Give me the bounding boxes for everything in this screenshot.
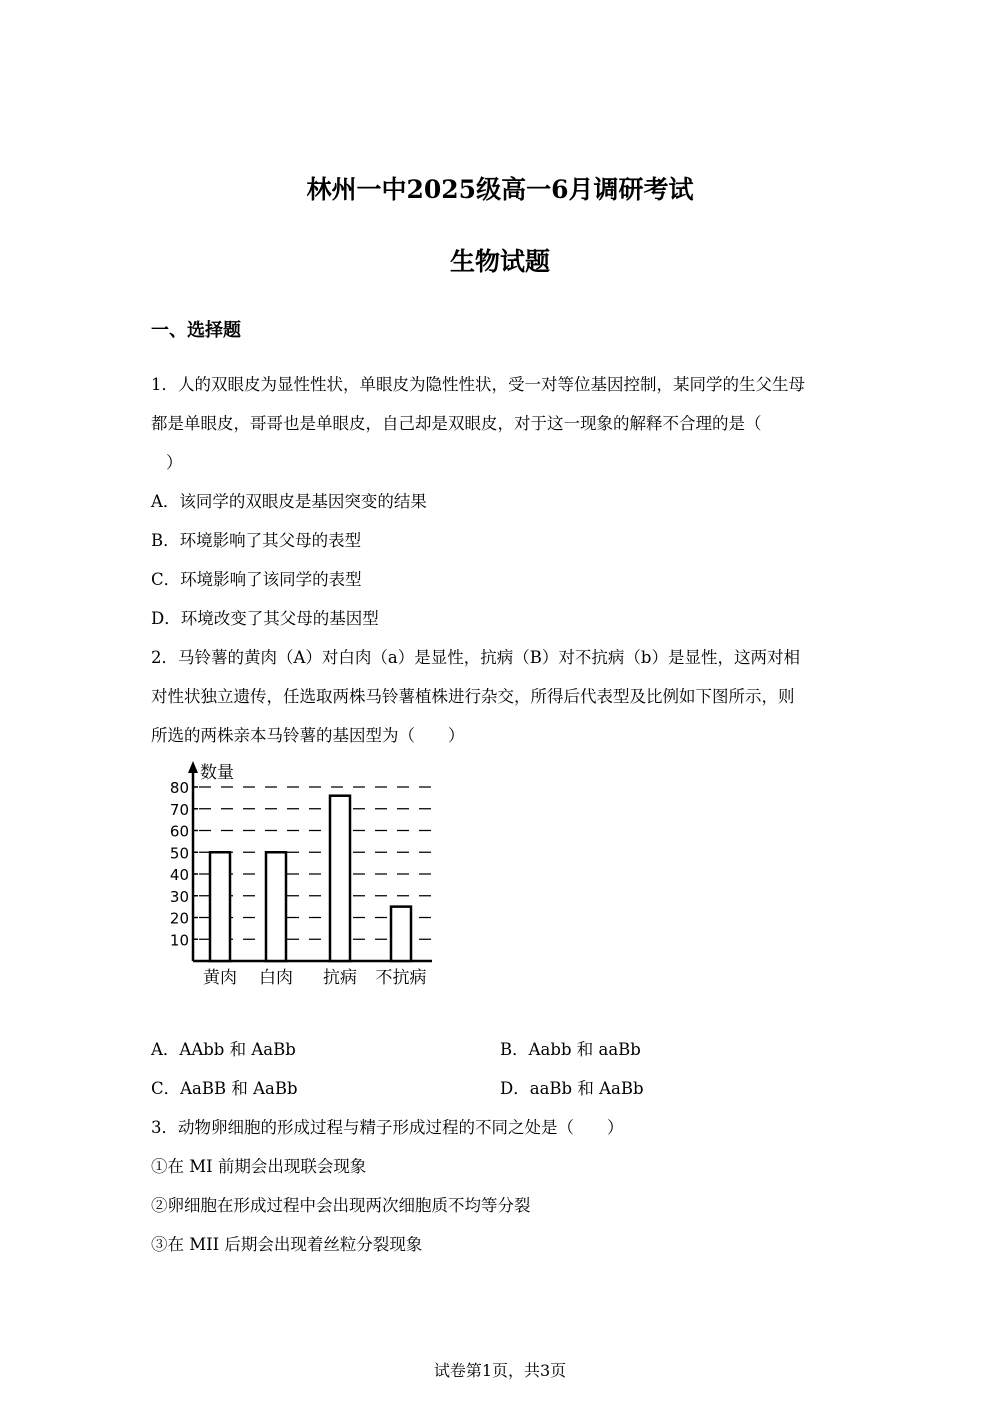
- bar: [391, 907, 411, 961]
- bar: [330, 796, 350, 961]
- q2-stem-line: 2．马铃薯的黄肉（A）对白肉（a）是显性，抗病（B）对不抗病（b）是显性，这两对相: [151, 648, 800, 667]
- y-axis-label: 数量: [200, 763, 234, 783]
- page-footer: 试卷第1页，共3页: [433, 1361, 567, 1380]
- q1-stem-line: ）: [166, 453, 183, 472]
- y-tick-label: 30: [169, 887, 189, 906]
- q2-option-c: C．AaBB 和 AaBb: [151, 1079, 298, 1098]
- x-category-label: 不抗病: [375, 968, 427, 988]
- y-tick-label: 80: [169, 779, 189, 797]
- y-tick-label: 20: [169, 909, 189, 928]
- q1-stem-line: 都是单眼皮，哥哥也是单眼皮，自己却是双眼皮，对于这一现象的解释不合理的是（: [151, 414, 762, 433]
- section-heading: 一、选择题: [151, 320, 241, 341]
- y-tick-label: 10: [169, 931, 189, 950]
- bar: [266, 852, 286, 961]
- q1-option-c: C．环境影响了该同学的表型: [151, 570, 362, 589]
- y-tick-label: 70: [169, 800, 189, 819]
- q1-option-a: A．该同学的双眼皮是基因突变的结果: [151, 492, 427, 511]
- y-axis-arrow: [188, 761, 198, 773]
- q3-statement-3: ③在 MII 后期会出现着丝粒分裂现象: [151, 1235, 423, 1254]
- bar: [210, 852, 230, 961]
- x-category-label: 白肉: [259, 968, 293, 988]
- y-tick-label: 50: [169, 844, 189, 863]
- bar-chart: [160, 755, 450, 995]
- q2-stem-line: 对性状独立遗传，任选取两株马铃薯植株进行杂交，所得后代表型及比例如下图所示，则: [151, 687, 795, 706]
- x-category-label: 抗病: [323, 968, 357, 988]
- y-tick-label: 60: [169, 822, 189, 841]
- q2-option-d: D．aaBb 和 AaBb: [500, 1079, 644, 1098]
- y-tick-label: 40: [169, 866, 189, 884]
- page-title: 林州一中2025级高一6月调研考试: [306, 175, 694, 204]
- q2-stem-line: 所选的两株亲本马铃薯的基因型为（ ）: [151, 726, 465, 745]
- q3-stem-line: 3．动物卵细胞的形成过程与精子形成过程的不同之处是（ ）: [151, 1118, 624, 1137]
- x-category-label: 黄肉: [203, 968, 237, 988]
- q1-option-b: B．环境影响了其父母的表型: [151, 531, 362, 550]
- q2-option-a: A．AAbb 和 AaBb: [151, 1040, 296, 1059]
- q1-option-d: D．环境改变了其父母的基因型: [151, 609, 379, 628]
- page-subtitle: 生物试题: [449, 247, 550, 276]
- q2-option-b: B．Aabb 和 aaBb: [500, 1040, 641, 1059]
- q3-statement-1: ①在 MI 前期会出现联会现象: [151, 1157, 367, 1176]
- q1-stem-line: 1．人的双眼皮为显性性状，单眼皮为隐性性状，受一对等位基因控制，某同学的生父生母: [151, 375, 805, 394]
- q3-statement-2: ②卵细胞在形成过程中会出现两次细胞质不均等分裂: [151, 1196, 531, 1215]
